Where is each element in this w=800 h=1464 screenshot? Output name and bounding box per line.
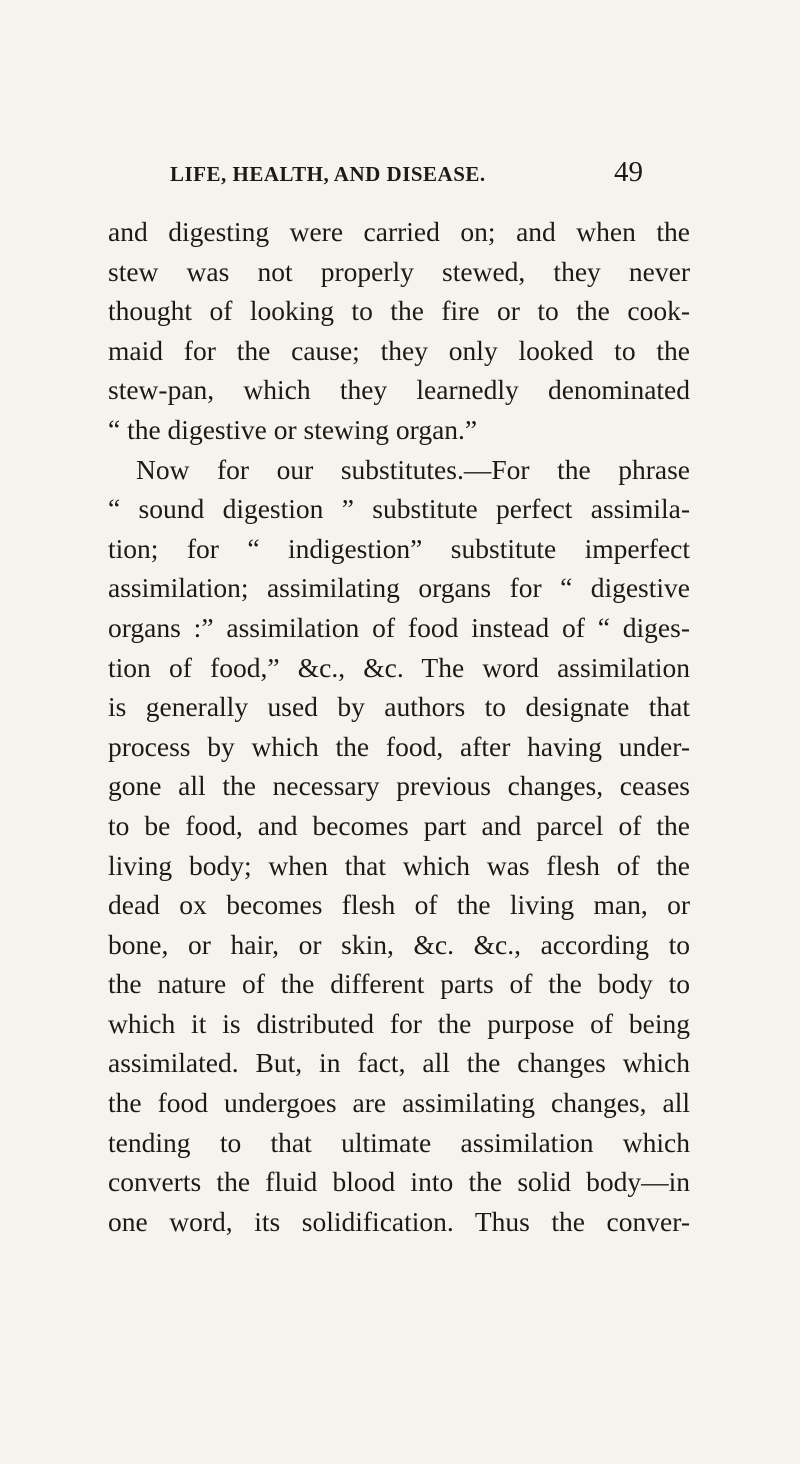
text-line: Now for our substitutes.—For the phrase: [136, 453, 690, 485]
text-line: and digesting were carried on; and when the: [108, 216, 690, 247]
text-line: assimilation; assimilating organs for “ digestive: [108, 572, 690, 604]
text-line: which it is distributed for the purpose of being: [108, 1007, 690, 1039]
text-line: the food undergoes are assimilating changes, all: [108, 1087, 690, 1119]
text-line: stew was not properly stewed, they never: [108, 255, 690, 287]
running-head: [134, 148, 654, 188]
text-line: thought of looking to the fire or to the cook-: [108, 295, 690, 327]
text-line: converts the fluid blood into the solid body—in: [108, 1166, 690, 1198]
page-number: 49: [614, 156, 643, 188]
text-line: maid for the cause; they only looked to the: [108, 334, 690, 366]
text-line: dead ox becomes flesh of the living man, or: [108, 889, 690, 921]
text-line: assimilated. But, in fact, all the changes which: [108, 1047, 690, 1079]
text-line: one word, its solidification. Thus the conver-: [108, 1205, 690, 1237]
text-line: “ the digestive or stewing organ.”: [108, 413, 478, 445]
text-line: living body; when that which was flesh of the: [108, 849, 690, 881]
text-line: process by which the food, after having under-: [108, 730, 690, 762]
text-line: bone, or hair, or skin, &c. &c., according to: [108, 928, 690, 960]
text-line: gone all the necessary previous changes, ceases: [108, 770, 690, 802]
text-line: stew-pan, which they learnedly denominated: [108, 374, 690, 406]
text-line: is generally used by authors to designate that: [108, 691, 690, 723]
running-title: LIFE, HEALTH, AND DISEASE.: [170, 162, 486, 186]
text-line: organs :” assimilation of food instead of “ diges-: [108, 611, 690, 643]
text-line: tion; for “ indigestion” substitute imperfect: [108, 532, 690, 564]
text-line: to be food, and becomes part and parcel of the: [108, 809, 690, 841]
text-line: tending to that ultimate assimilation which: [108, 1126, 690, 1158]
text-line: tion of food,” &c., &c. The word assimilation: [108, 651, 690, 683]
body-text: [108, 212, 690, 1241]
text-line: “ sound digestion ” substitute perfect assimila-: [108, 493, 690, 525]
text-line: the nature of the different parts of the body to: [108, 968, 690, 1000]
